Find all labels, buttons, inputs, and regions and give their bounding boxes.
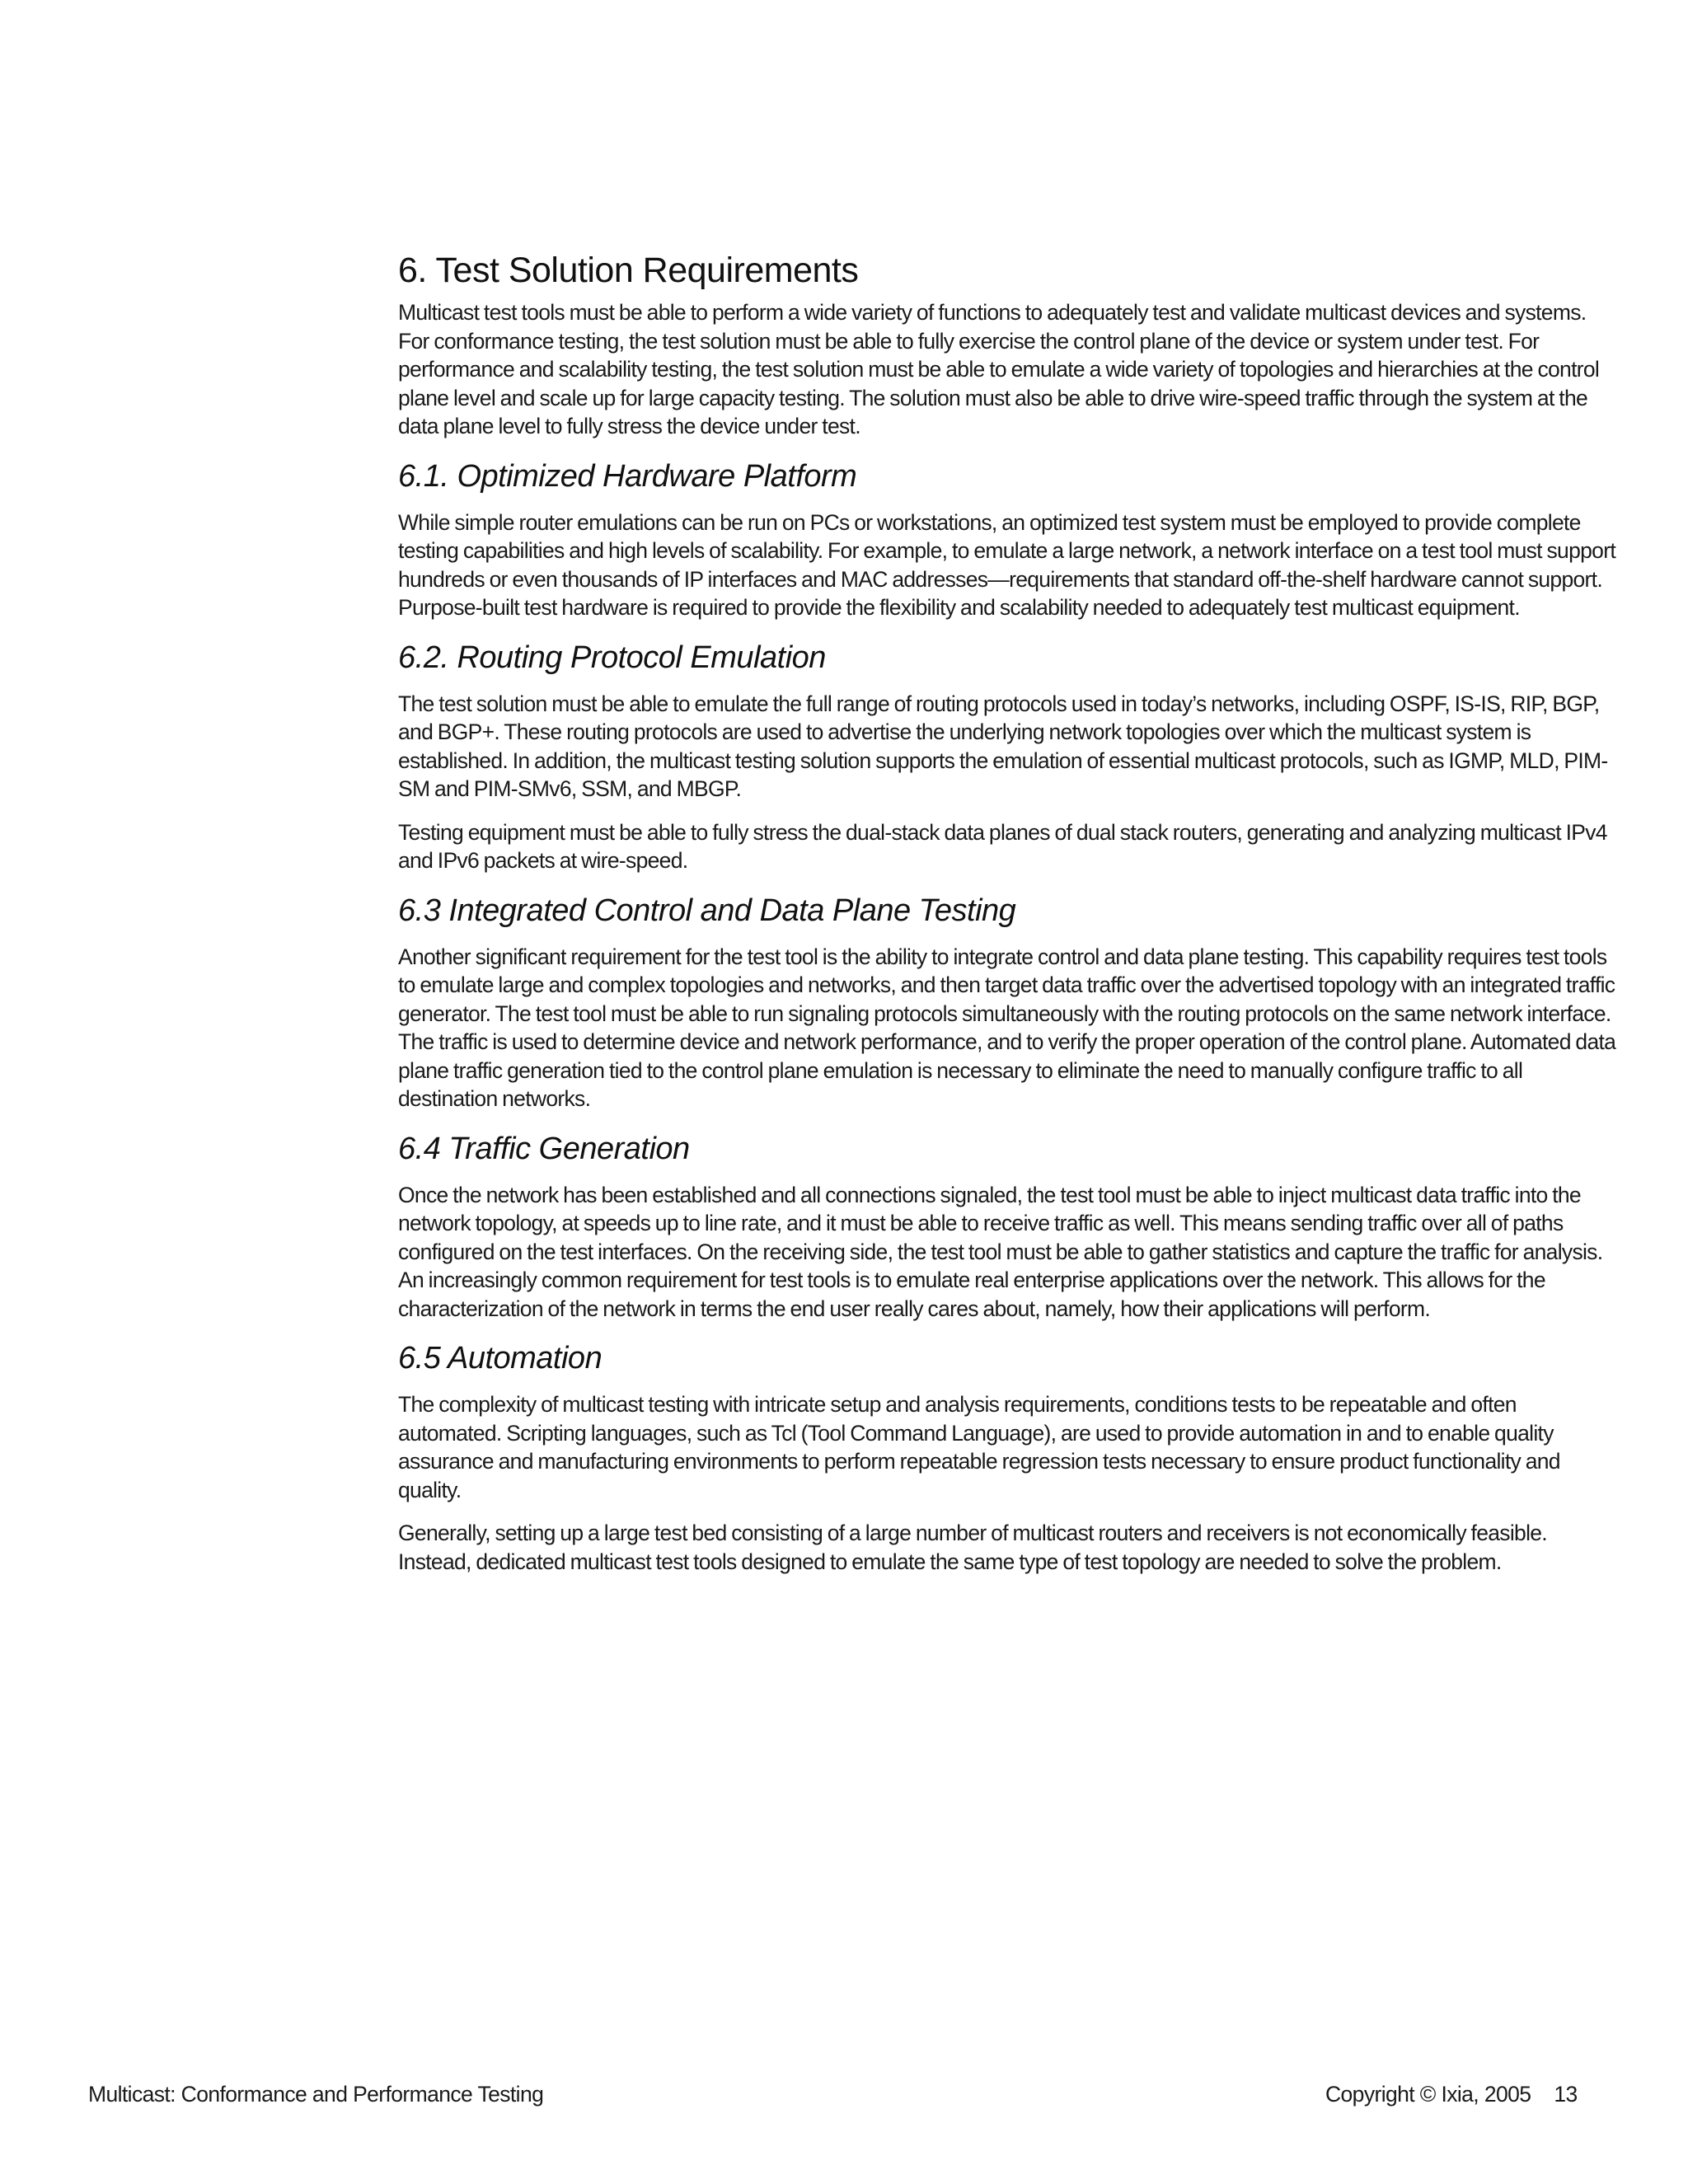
footer-document-title: Multicast: Conformance and Performance Testing <box>88 2082 544 2107</box>
paragraph-6-2-1: The test solution must be able to emulate the full range of routing protocols used in today’s networks, including OSPF, IS-IS, RIP, BGP, and BGP+. These routing protocols are used to advertise the underlying network topologies over which the multicast system is established. In addition, the multicast testing solution supports the emulation of essential multicast protocols, such as IGMP, MLD, PIM-SM and PIM-SMv6, SSM, and MBGP. <box>398 691 1608 801</box>
paragraph-6-2-2: Testing equipment must be able to fully stress the dual-stack data planes of dual stack routers, generating and analyzing multicast IPv4 and IPv6 packets at wire-speed. <box>398 819 1607 873</box>
paragraph-6-4-1: Once the network has been established and all connections signaled, the test tool must be able to inject multicast data traffic into the network topology, at speeds up to line rate, and it must be able to receive traffic as well. This means sending traffic over all of paths configured on the test interfaces. On the receiving side, the test tool must be able to gather statistics and capture the traffic for analysis. An increasingly common requirement for test tools is to emulate real enterprise applications over the network. This allows for the characterization of the network in terms the end user really cares about, namely, how their applications will perform. <box>398 1182 1603 1321</box>
subsection-title-6-3: 6.3 Integrated Control and Data Plane Testing <box>398 893 1016 928</box>
footer-right <box>1325 2082 1578 2107</box>
paragraph-6-3-1: Another significant requirement for the test tool is the ability to integrate control and data plane testing. This capability requires test tools to emulate large and complex topologies and networks, and then target data traffic over the advertised topology with an integrated traffic generator. The test tool must be able to run signaling protocols simultaneously with the routing protocols on the same network interface. The traffic is used to determine device and network performance, and to verify the proper operation of the control plane. Automated data plane traffic generation tied to the control plane emulation is necessary to eliminate the need to manually configure traffic to all destination networks. <box>398 944 1616 1111</box>
section-title: 6. Test Solution Requirements <box>398 251 859 290</box>
paragraph-6-1-1: While simple router emulations can be run on PCs or workstations, an optimized test system must be employed to provide complete testing capabilities and high levels of scalability. For example, to emulate a large network, a network interface on a test tool must support hundreds or even thousands of IP interfaces and MAC addresses—requirements that standard off-the-shelf hardware cannot support. Purpose-built test hardware is required to provide the flexibility and scalability needed to adequately test multicast equipment. <box>398 509 1615 620</box>
footer-copyright: Copyright © Ixia, 2005 <box>1325 2082 1531 2107</box>
subsection-title-6-4: 6.4 Traffic Generation <box>398 1131 690 1166</box>
subsection-title-6-5: 6.5 Automation <box>398 1341 603 1376</box>
paragraph-6-5-1: The complexity of multicast testing with intricate setup and analysis requirements, conditions tests to be repeatable and often automated. Scripting languages, such as Tcl (Tool Command Language), are used to provide automation in and to enable quality assurance and manufacturing environments to perform repeatable regression tests necessary to ensure product functionality and quality. <box>398 1392 1560 1502</box>
subsection-title-6-1: 6.1. Optimized Hardware Platform <box>398 458 857 494</box>
subsection-title-6-2: 6.2. Routing Protocol Emulation <box>398 640 826 675</box>
page-number: 13 <box>1554 2082 1578 2107</box>
paragraph-6-5-2: Generally, setting up a large test bed consisting of a large number of multicast routers and receivers is not economically feasible. Instead, dedicated multicast test tools designed to emulate the same type of test topology are needed to solve the problem. <box>398 1521 1547 1574</box>
section-intro: Multicast test tools must be able to perform a wide variety of functions to adequately test and validate multicast devices and systems. For conformance testing, the test solution must be able to fully exercise the control plane of the device or system under test. For performance and scalability testing, the test solution must be able to emulate a wide variety of topologies and hierarchies at the control plane level and scale up for large capacity testing. The solution must also be able to drive wire-speed traffic through the system at the data plane level to fully stress the device under test. <box>398 300 1600 438</box>
page-content <box>398 247 1618 1591</box>
